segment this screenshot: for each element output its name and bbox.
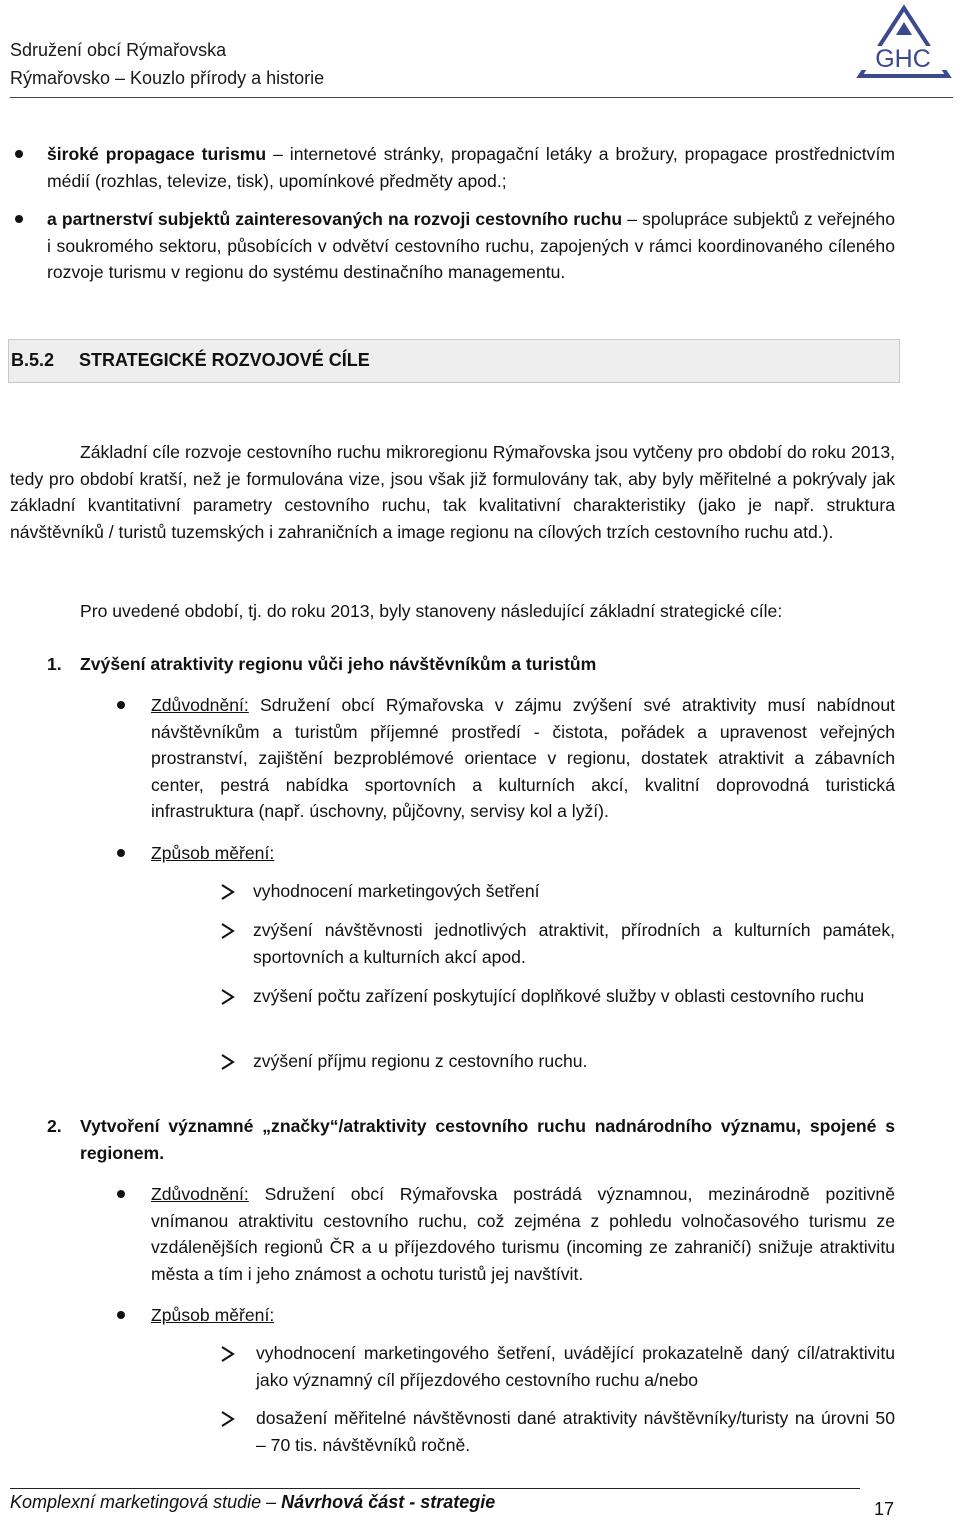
goal-2-justification: [151, 1181, 895, 1287]
intro-bullet-1-bold: široké propagace turismu: [47, 144, 267, 164]
arrow-bullet-icon: [220, 1053, 236, 1071]
logo-text: GHC: [875, 45, 931, 73]
footer-title-plain: Komplexní marketingová studie –: [10, 1492, 282, 1512]
section-number: B.5.2: [11, 350, 55, 370]
justification-label: Zdůvodnění:: [151, 695, 249, 715]
footer-title-bold: Návrhová část - strategie: [281, 1492, 496, 1512]
bullet-icon: [117, 1311, 125, 1319]
goal-1-title: Zvýšení atraktivity regionu vůči jeho návštěvníkům a turistům: [80, 654, 597, 674]
intro-paragraph: Základní cíle rozvoje cestovního ruchu mikroregionu Rýmařovska jsou vytčeny pro období do roku 2013, tedy pro období kratší, než je formulována vize, jsou však již formulovány tak, aby byly měřitelné a pokrývaly jak základní kvantitativní parametry cestovního ruchu, tak kvalitativní charakteristiky (jako je např. struktura návštěvníků / turistů tuzemských i zahraničních a image regionu na cílových trzích cestovního ruchu atd.).: [10, 442, 895, 542]
goal-2-title: Vytvoření významné „značky“/atraktivity cestovního ruchu nadnárodního významu, spojené s regionem.: [80, 1116, 895, 1163]
goal-2-measure-1: vyhodnocení marketingového šetření, uvádějící prokazatelně daný cíl/atraktivitu jako významný cíl příjezdového cestovního ruchu a/nebo: [256, 1343, 895, 1390]
header-subtitle: Rýmařovsko – Kouzlo přírody a historie: [10, 68, 325, 88]
footer-divider: [10, 1488, 860, 1489]
section-title: STRATEGICKÉ ROZVOJOVÉ CÍLE: [79, 350, 370, 370]
footer-document-title: [10, 1492, 495, 1513]
goal-2-measure-label: Způsob měření:: [151, 1305, 275, 1325]
bullet-icon: [15, 150, 23, 158]
bullet-icon: [117, 849, 125, 857]
justification-label: Zdůvodnění:: [151, 1184, 249, 1204]
intro-bullet-2: [47, 206, 895, 286]
arrow-bullet-icon: [220, 883, 236, 901]
justification-text: Sdružení obcí Rýmařovska v zájmu zvýšení své atraktivity musí nabídnout návštěvníkům a turistům příjemné prostředí - čistota, pořádek a upravenost veřejných prostranství, zajištění bezproblémové orientace v regionu, dostatek atraktivit a zábavních center, pestrá nabídka sportovních a kulturních akcí, kvalitní doprovodná turistická infrastruktura (např. úschovny, půjčovny, servisy kol a lyží).: [151, 695, 895, 821]
intro-bullet-1-text: – internetové stránky, propagační letáky a brožury, propagace prostřednictvím médií (rozhlas, televize, tisk), upomínkové předměty apod.;: [47, 144, 895, 191]
page-number: 17: [874, 1499, 895, 1519]
lead-in-text: Pro uvedené období, tj. do roku 2013, byly stanoveny následující základní strategické cíle:: [80, 601, 783, 621]
arrow-bullet-icon: [220, 988, 236, 1006]
goal-1-number: 1.: [47, 654, 62, 674]
goal-1-justification: [151, 692, 895, 825]
goal-1-measure-3: zvýšení počtu zařízení poskytující doplňkové služby v oblasti cestovního ruchu: [253, 986, 865, 1006]
goal-2-measure-2: dosažení měřitelné návštěvnosti dané atraktivity návštěvníky/turisty na úrovni 50 – 70 tis. návštěvníků ročně.: [256, 1408, 895, 1455]
ghc-logo: [850, 2, 954, 80]
intro-bullet-2-text: – spolupráce subjektů z veřejného i soukromého sektoru, působících v odvětví cestovního ruchu, zapojených v rámci koordinovaného cíleného rozvoje turismu v regionu do systému destinačního managementu.: [47, 209, 895, 282]
intro-bullet-2-bold: a partnerství subjektů zainteresovaných na rozvoji cestovního ruchu: [47, 209, 623, 229]
goal-1-measure-2: zvýšení návštěvnosti jednotlivých atraktivit, přírodních a kulturních památek, sportovních a kulturních akcí apod.: [253, 920, 895, 967]
justification-text: Sdružení obcí Rýmařovska postrádá významnou, mezinárodně pozitivně vnímanou atraktivitu cestovního ruchu, což zejména z pohledu volnočasového turismu ze vzdálenějších regionů ČR a u příjezdového turismu (incoming ze zahraničí) snižuje atraktivitu města a tím i jeho známost a ochotu turistů jej navštívit.: [151, 1184, 895, 1284]
intro-bullet-1: [47, 141, 895, 194]
bullet-icon: [117, 701, 125, 709]
bullet-icon: [117, 1190, 125, 1198]
goal-1-measure-4: zvýšení příjmu regionu z cestovního ruchu.: [253, 1051, 588, 1071]
bullet-icon: [15, 215, 23, 223]
arrow-bullet-icon: [220, 1345, 236, 1363]
goal-2-number: 2.: [47, 1116, 62, 1136]
header-divider: [10, 97, 953, 98]
header-organization: Sdružení obcí Rýmařovska: [10, 40, 227, 60]
goal-1-measure-label: Způsob měření:: [151, 843, 275, 863]
goal-1-measure-1: vyhodnocení marketingových šetření: [253, 881, 540, 901]
arrow-bullet-icon: [220, 1410, 236, 1428]
arrow-bullet-icon: [220, 922, 236, 940]
